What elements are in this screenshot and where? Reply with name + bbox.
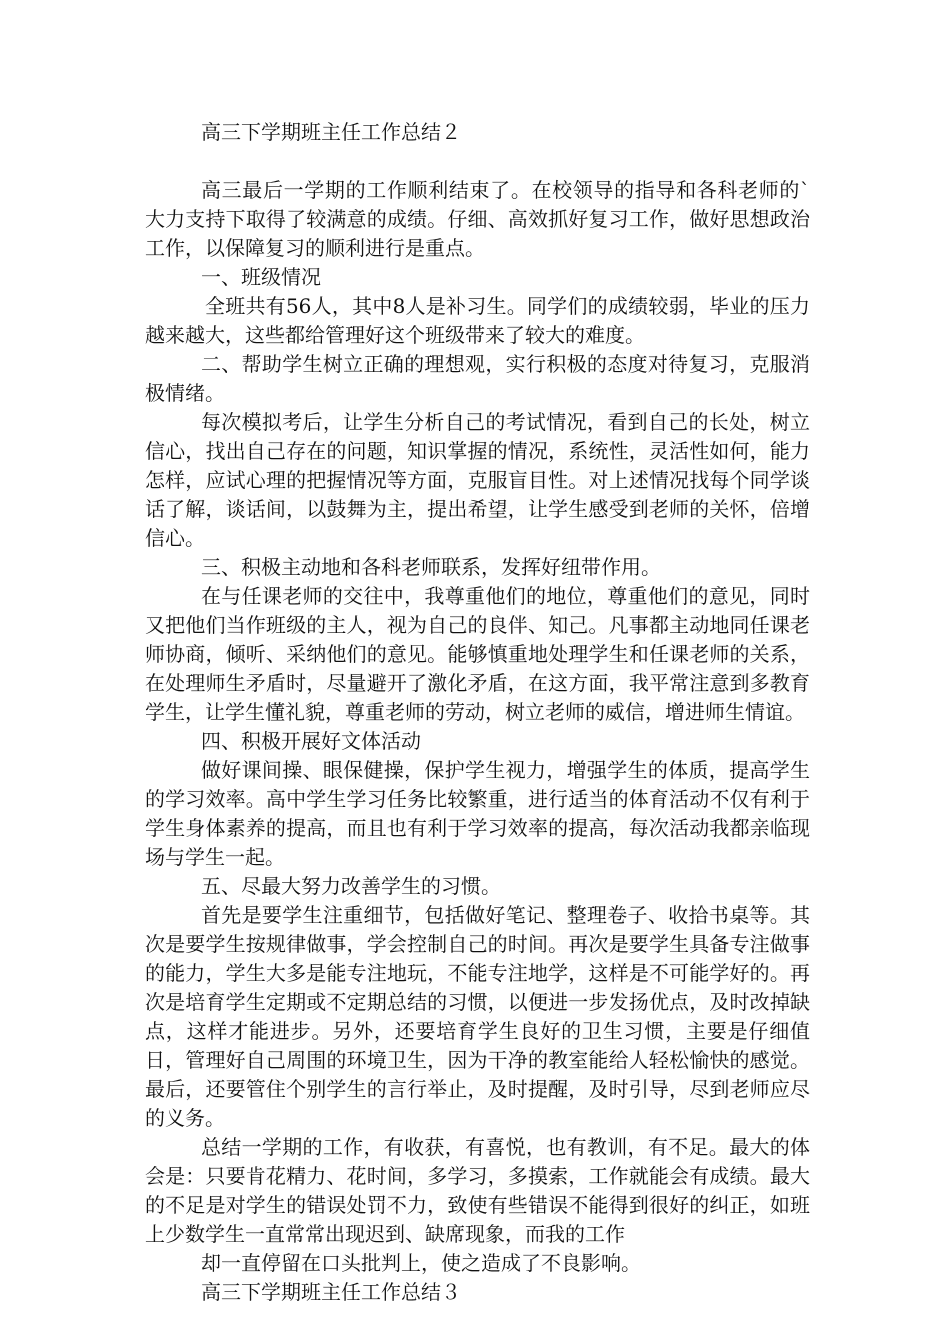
document-page [145,118,810,1307]
paragraph-mock-exams: 每次模拟考后，让学生分析自己的考试情况，看到自己的长处，树立信心，找出自己存在的问题，知识掌握的情况，系统性，灵活性如何，能力怎样，应试心理的把握情况等方面，克服盲目性。对上述情况找每个同学谈话了解，谈话间，以鼓舞为主，提出希望，让学生感受到老师的关怀，倍增信心。 [145,410,810,550]
heading-teacher-liaison: 三、积极主动地和各科老师联系，发挥好纽带作用。 [201,555,661,579]
paragraph-summary: 总结一学期的工作，有收获，有喜悦，也有教训，有不足。最大的体会是：只要肯花精力、花时间，多学习，多摸索，工作就能会有成绩。最大的不足是对学生的错误处罚不力，致使有些错误不能得到很好的纠正，如班上少数学生一直常常出现迟到、缺席现象，而我的工作 [145,1135,810,1246]
blank-line [145,147,810,176]
paragraph-intro: 高三最后一学期的工作顺利结束了。在校领导的指导和各科老师的`大力支持下取得了较满意的成绩。仔细、高效抓好复习工作，做好思想政治工作，以保障复习的顺利进行是重点。 [145,178,810,260]
next-section-title: 高三下学期班主任工作总结３ [201,1280,461,1304]
paragraph-summary-continued: 却一直停留在口头批判上，使之造成了不良影响。 [201,1251,641,1275]
heading-class-situation: 一、班级情况 [201,265,321,289]
heading-activities: 四、积极开展好文体活动 [201,729,421,753]
heading-ideals: 二、帮助学生树立正确的理想观，实行积极的态度对待复习，克服消极情绪。 [145,352,810,405]
document-title: 高三下学期班主任工作总结２ [201,120,461,144]
paragraph-activities: 做好课间操、眼保健操，保护学生视力，增强学生的体质，提高学生的学习效率。高中学生学习任务比较繁重，进行适当的体育活动不仅有利于学生身体素养的提高，而且也有利于学习效率的提高，每次活动我都亲临现场与学生一起。 [145,758,810,869]
paragraph-teacher-relations: 在与任课老师的交往中，我尊重他们的地位，尊重他们的意见，同时又把他们当作班级的主人，视为自己的良伴、知己。凡事都主动地同任课老师协商，倾听、采纳他们的意见。能够慎重地处理学生和任课老师的关系，在处理师生矛盾时，尽量避开了激化矛盾，在这方面，我平常注意到多教育学生，让学生懂礼貌，尊重老师的劳动，树立老师的威信，增进师生情谊。 [145,584,810,724]
paragraph-class-situation: 全班共有56人，其中8人是补习生。同学们的成绩较弱，毕业的压力越来越大，这些都给管理好这个班级带来了较大的难度。 [145,294,810,347]
heading-habits: 五、尽最大努力改善学生的习惯。 [201,874,501,898]
paragraph-habits: 首先是要学生注重细节，包括做好笔记、整理卷子、收拾书桌等。其次是要学生按规律做事，学会控制自己的时间。再次是要学生具备专注做事的能力，学生大多是能专注地玩，不能专注地学，这样是不可能学好的。再次是培育学生定期或不定期总结的习惯，以便进一步发扬优点，及时改掉缺点，这样才能进步。另外，还要培育学生良好的卫生习惯，主要是仔细值日，管理好自己周围的环境卫生，因为干净的教室能给人轻松愉快的感觉。最后，还要管住个别学生的言行举止，及时提醒，及时引导，尽到老师应尽的义务。 [145,903,810,1130]
